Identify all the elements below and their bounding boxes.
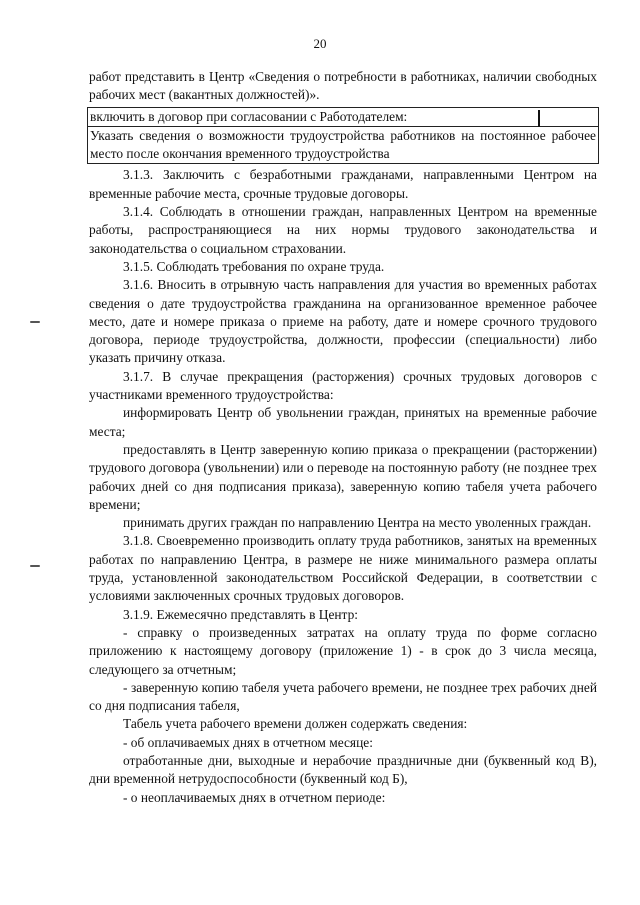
paragraph-timesheet-content: Табель учета рабочего времени должен содержать сведения:	[123, 716, 468, 732]
page-number: 20	[313, 36, 327, 51]
inserted-clause-box	[87, 107, 599, 165]
paragraph-3-1-5: 3.1.5. Соблюдать требования по охране труда.	[123, 258, 385, 274]
paragraph-3-1-9: 3.1.9. Ежемесячно представлять в Центр:	[123, 606, 358, 622]
paragraph-3-1-7: 3.1.7. В случае прекращения (расторжения) срочных трудовых договоров с участниками временного трудоустройства:	[89, 368, 597, 403]
paragraph-provide-copy: предоставлять в Центр заверенную копию приказа о прекращении (расторжении) трудового договора (увольнении) или о переводе на постоянную работу (не позднее трех рабочих дней со дня подписания приказа), заверенную копию табеля учета рабочего времени;	[89, 441, 597, 512]
document-body	[89, 68, 597, 807]
paragraph-3-1-8: 3.1.8. Своевременно производить оплату труда работников, занятых на временных работах по направлению Центра, в размере не ниже минимального размера оплаты труда, установленной законодательством Российской Федерации, в соответствии с условиями заключенных срочных трудовых договоров.	[89, 533, 597, 604]
paragraph-inform: информировать Центр об увольнении граждан, принятых на временные рабочие места;	[89, 405, 597, 439]
box-line-1: включить в договор при согласовании с Работодателем:	[90, 108, 408, 124]
paragraph-paid-days: - об оплачиваемых днях в отчетном месяце:	[123, 734, 373, 750]
paragraph-3-1-3: 3.1.3. Заключить с безработными гражданами, направленными Центром на временные рабочие места, срочные трудовые договоры.	[89, 167, 597, 201]
paragraph-unpaid-days: - о неоплачиваемых днях в отчетном периоде:	[123, 789, 386, 805]
paragraph-cost-certificate: - справку о произведенных затратах на оплату труда по форме согласно приложению к настоящему договору (приложение 1) - в срок до 3 числа месяца, следующего за отчетным;	[89, 624, 597, 677]
margin-mark-2	[30, 565, 40, 567]
text-cursor	[538, 110, 540, 127]
paragraph-accept-others: принимать других граждан по направлению Центра на место уволенных граждан.	[123, 515, 592, 531]
paragraph-top: работ представить в Центр «Сведения о потребности в работниках, наличии свободных рабочих мест (вакантных должностей)».	[89, 69, 597, 103]
box-line-2: Указать сведения о возможности трудоустройства работников на постоянное рабочее место после окончания временного трудоустройства	[90, 127, 596, 162]
paragraph-timesheet-copy: - заверенную копию табеля учета рабочего времени, не позднее трех рабочих дней со дня подписания табеля,	[89, 679, 597, 714]
margin-mark-1	[30, 321, 40, 323]
paragraph-worked-days: отработанные дни, выходные и нерабочие праздничные дни (буквенный код В), дни временной нетрудоспособности (буквенный код Б),	[89, 752, 597, 787]
paragraph-3-1-6: 3.1.6. Вносить в отрывную часть направления для участия во временных работах сведения о дате трудоустройства гражданина на организованное временное рабочее место, дате и номере приказа о приеме на работу, дате и номере срочного трудового договора, периоде трудоустройства, должности, профессии (специальности) либо указать причину отказа.	[89, 277, 597, 366]
paragraph-3-1-4: 3.1.4. Соблюдать в отношении граждан, направленных Центром на временные работы, распространяющиеся на них нормы трудового законодательства и законодательства о социальном страховании.	[89, 204, 597, 256]
